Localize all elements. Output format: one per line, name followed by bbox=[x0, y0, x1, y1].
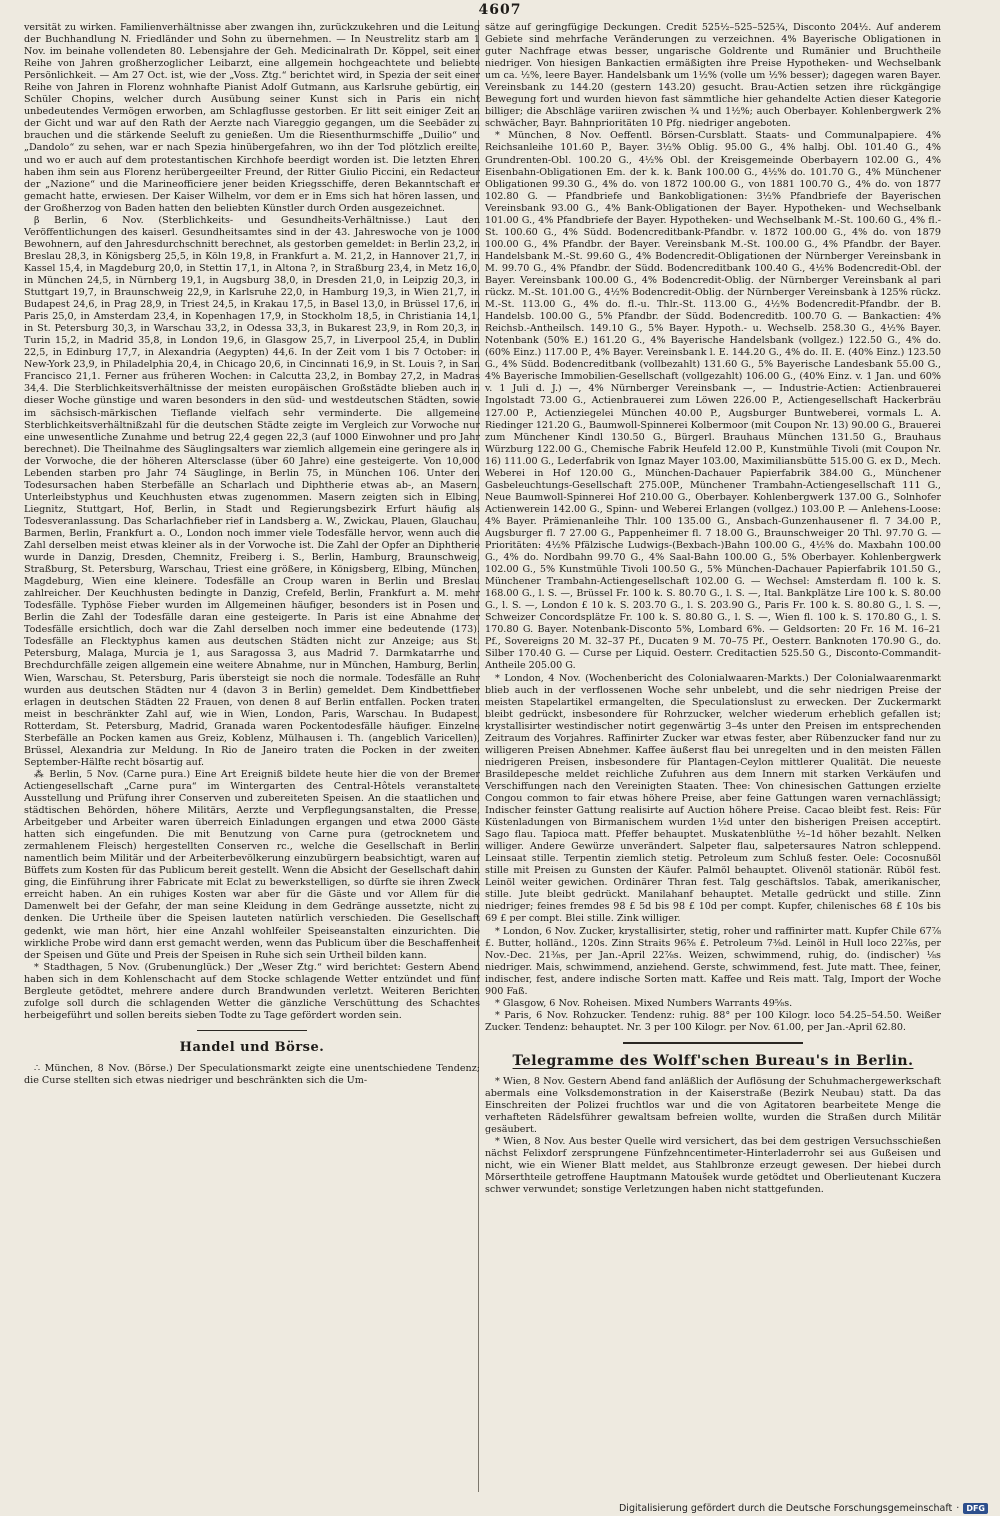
article-paragraph: * London, 6 Nov. Zucker, krystallisirter, stetig, roher und raffinirter matt. Kupfer Chile 67⅞ £. Butter, holländ., 120s. Zinn Straits 96⅝ £. Petroleum 7⅜d. Leinöl in Hull loco 22⅞s, per Nov.-Dec. 21⅜s, per Jan.-April 22⅞s. Weizen, schwimmend, ruhig, do. (indischer) ⅛s niedriger. Mais, schwimmend, anziehend. Gerste, schwimmend, fest. Jute matt. Thee, feiner, indischer, fest, andere indische Sorten matt. Kaffee und Reis matt. Talg, Import der Woche 900 Faß. bbox=[485, 925, 941, 997]
section-title: Telegramme des Wolff'schen Bureau's in Berlin. bbox=[512, 1052, 914, 1069]
article-paragraph: β Berlin, 6 Nov. (Sterblichkeits- und Gesundheits-Verhältnisse.) Laut den Veröffentlichungen des kaiserl. Gesundheitsamtes sind in der 43. Jahreswoche von je 1000 Bewohnern, auf den Jahresdurchschnitt berechnet, als gestorben gemeldet: in Berlin 23,2, in Breslau 28,3, in Königsberg 25,5, in Köln 19,8, in Frankfurt a. M. 21,2, in Hannover 21,7, in Kassel 15,4, in Magdeburg 20,0, in Stettin 17,1, in Altona ?, in Straßburg 23,4, in Metz 16,0, in München 24,5, in Nürnberg 19,1, in Augsburg 38,0, in Dresden 21,0, in Leipzig 20,3, in Stuttgart 19,7, in Braunschweig 22,9, in Karlsruhe 22,0, in Hamburg 19,3, in Wien 21,7, in Budapest 24,6, in Prag 28,9, in Triest 24,5, in Krakau 17,5, in Basel 13,0, in Brüssel 17,6, in Paris 25,0, in Amsterdam 23,4, in Kopenhagen 17,9, in Stockholm 18,5, in Christiania 14,1, in St. Petersburg 30,3, in Warschau 33,2, in Odessa 33,3, in Bukarest 23,9, in Rom 20,3, in Turin 15,2, in Madrid 35,8, in London 19,6, in Glasgow 25,7, in Liverpool 25,4, in Dublin 22,5, in Edinburg 17,7, in Alexandria (Aegypten) 44,6. In der Zeit vom 1 bis 7 October: in New-York 23,9, in Philadelphia 20,4, in Chicago 20,6, in Cincinnati 16,9, in St. Louis ?, in San Francisco 21,1. Ferner aus früheren Wochen: in Calcutta 23,2, in Bombay 27,2, in Madras 34,4. Die Sterblichkeitsverhältnisse der meisten europäischen Großstädte blieben auch in dieser Woche günstige und waren besonders in den süd- und westdeutschen Städten, sowie im sächsisch-märkischen Tieflande vielfach sehr verminderte. Die allgemeine Sterblichkeitsverhältnißzahl für die deutschen Städte zeigte im Vergleich zur Vorwoche nur eine unwesentliche Zunahme und betrug 22,4 gegen 22,3 (auf 1000 Einwohner und pro Jahr berechnet). Die Theilnahme des Säuglingsalters war ziemlich allgemein eine geringere als in der Vorwoche, die der höheren Altersclasse (über 60 Jahre) eine gesteigerte. Von 10,000 Lebenden starben pro Jahr 74 Säuglinge, in Berlin 75, in München 106. Unter den Todesursachen haben Sterbefälle an Scharlach und Diphtherie etwas ab-, an Masern, Unterleibstyphus und Keuchhusten etwas zugenommen. Masern zeigten sich in Elbing, Liegnitz, Stuttgart, Hof, Berlin, in Stadt und Regierungsbezirk Erfurt häufig als Todesveranlassung. Das Scharlachfieber rief in Landsberg a. W., Zwickau, Plauen, Glauchau, Barmen, Berlin, Frankfurt a. O., London noch immer viele Todesfälle hervor, wenn auch die Zahl derselben meist etwas kleiner als in der Vorwoche ist. Die Zahl der Opfer an Diphtherie wurde in Danzig, Dresden, Chemnitz, Freiberg i. S., Berlin, Hamburg, Braunschweig, Straßburg, St. Petersburg, Warschau, Triest eine größere, in Königsberg, Elbing, München, Magdeburg, Wien eine kleinere. Todesfälle an Croup waren in Berlin und Breslau zahlreicher. Der Keuchhusten bedingte in Danzig, Crefeld, Berlin, Frankfurt a. M. mehr Todesfälle. Typhöse Fieber wurden im Allgemeinen häufiger, besonders ist in Posen und Berlin die Zahl der Todesfälle daran eine gesteigerte. In Paris ist eine Abnahme der Todesfälle ersichtlich, doch war die Zahl derselben noch immer eine bedeutende (173). Todesfälle an Flecktyphus kamen aus deutschen Städten nicht zur Anzeige; aus St. Petersburg, Malaga, Murcia je 1, aus Saragossa 3, aus Madrid 7. Darmkatarrhe und Brechdurchfälle zeigen allgemein eine weitere Abnahme, nur in München, Hamburg, Berlin, Wien, Warschau, St. Petersburg, Paris übersteigt sie noch die normale. Todesfälle an Ruhr wurden aus deutschen Städten nur 4 (davon 3 in Berlin) gemeldet. Dem Kindbettfieber erlagen in deutschen Städten 22 Frauen, von denen 8 auf Berlin entfallen. Pocken traten meist in beschränkter Zahl auf, wie in Wien, London, Paris, Warschau. In Budapest, Rotterdam, St. Petersburg, Madrid, Granada waren Pockentodesfälle häufiger. Einzelne Sterbefälle an Pocken kamen aus Greiz, Koblenz, Mülhausen i. Th. (angeblich Varicellen), Brüssel, Alexandria zur Meldung. In Rio de Janeiro traten die Pocken in der zweiten September-Hälfte recht bösartig auf. bbox=[24, 214, 480, 768]
article-paragraph: * Glasgow, 6 Nov. Roheisen. Mixed Numbers Warrants 49⅝s. bbox=[495, 997, 793, 1009]
article-paragraph: * Paris, 6 Nov. Rohzucker. Tendenz: ruhig. 88° per 100 Kilogr. loco 54.25–54.50. Weißer Zucker. Tendenz: behauptet. Nr. 3 per 100 Kilogr. per Nov. 61.00, per Jan.-April 62.80. bbox=[485, 1009, 941, 1033]
right-column bbox=[485, 22, 941, 1492]
footer: Digitalisierung gefördert durch die Deutsche Forschungsgemeinschaft · DFG bbox=[619, 1503, 988, 1514]
page-number: 4607 bbox=[478, 2, 522, 18]
article-paragraph: * London, 4 Nov. (Wochenbericht des Colonialwaaren-Markts.) Der Colonialwaarenmarkt blieb auch in der verflossenen Woche sehr unbelebt, und die sehr niedrigen Preise der meisten Stapelartikel ermangelten, die Speculationslust zu erwecken. Der Zuckermarkt bleibt gedrückt, insbesondere für Rohrzucker, welcher wiederum erheblich gefallen ist; krystallisirter westindischer notirt gegenwärtig 3–4s unter den Preisen im entsprechenden Zeitraum des Vorjahres. Raffinirter Zucker war etwas fester, aber Rübenzucker fand nur zu willigeren Preisen Abnehmer. Kaffee äußerst flau bei unregelten und in den meisten Fällen niedrigeren Preisen, insbesondere für Plantagen-Ceylon mittlerer Qualität. Die neueste Brasildepesche meldet reichliche Zufuhren aus dem Innern mit starken Verkäufen und Verschiffungen nach den Vereinigten Staaten. Thee: Von chinesischen Gattungen erzielte Congou common to fair etwas höhere Preise, aber feine Gattungen waren vernachlässigt; Indischer feinster Gattung realisirte auf Auction höhere Preise. Cacao bleibt fest. Reis: Für Küstenladungen von Birmanischem wurden 1½d unter den bisherigen Preisen acceptirt. Sago flau. Tapioca matt. Pfeffer behauptet. Muskatenblüthe ½–1d höher bezahlt. Nelken williger. Andere Gewürze unverändert. Salpeter flau, salpetersaures Natron schleppend. Leinsaat stille. Terpentin ziemlich stetig. Petroleum zum Schluß fester. Oele: Cocosnußöl stille mit Preisen zu Gunsten der Käufer. Palmöl behauptet. Olivenöl stationär. Rüböl fest. Leinöl weiter gewichen. Ordinärer Thran fest. Talg geschäftslos. Tabak, amerikanischer, stille. Jute bleibt gedrückt. Manilahanf behauptet. Metalle gedrückt und stille. Zinn niedriger; feines fremdes 98 £ 5d bis 98 £ 10d per compt. Kupfer, chilenisches 68 £ 10s bis 69 £ per compt. Blei stille. Zink williger. bbox=[485, 672, 941, 925]
digitization-credit: Digitalisierung gefördert durch die Deutsche Forschungsgemeinschaft bbox=[618, 1503, 953, 1514]
article-paragraph: sätze auf geringfügige Deckungen. Credit 525½–525–525¾, Disconto 204½. Auf anderem Gebiete sind mehrfache Veränderungen zu verzeichnen. 4% Bayerische Obligationen in guter Nachfrage etwas besser, ungarische Goldrente und Rumänier und Bruchtheile niedriger. Von hiesigen Bankactien ermäßigten ihre Preise Hypotheken- und Wechselbank um ca. ½%, leere Bayer. Handelsbank um 1½% (volle um ½% besser); dagegen waren Bayer. Vereinsbank zu 144.20 (gestern 143.20) gesucht. Brau-Actien setzen ihre rückgängige Bewegung fort und wurden hievon fast sämmtliche hier gehandelte Actien dieser Kategorie billiger; die Abschläge variiren zwischen ¾ und 1½%; auch Oberbayer. Kohlenbergwerk 2% schwächer, Bayr. Bahnprioritäten 10 Pfg. niedriger angeboten. bbox=[485, 22, 941, 130]
article-paragraph: * München, 8 Nov. Oeffentl. Börsen-Cursblatt. Staats- und Communalpapiere. 4% Reichsanleihe 101.60 P., Bayer. 3½% Oblig. 95.00 G., 4% halbj. Obl. 101.40 G., 4% Grundrenten-Obl. 100.20 G., 4½% Obl. der Kreisgemeinde Oberbayern 102.00 G., 4% Eisenbahn-Obligationen Em. der k. k. Bank 100.00 G., 4½% do. 101.70 G., 4% Münchener Obligationen 99.30 G., 4% do. von 1872 100.00 G., von 1881 100.70 G., 4% do. von 1877 102.80 G. — Pfandbriefe und Bankobligationen: 3½% Pfandbriefe der Bayerischen Vereinsbank 93.00 G., 4% Bank-Obligationen der Bayer. Hypotheken- und Wechselbank 101.00 G., 4% Pfandbriefe der Bayer. Hypotheken- und Wechselbank M.-St. 100.60 G., 4% fl.-St. 100.60 G., 4% Südd. Bodencreditbank-Pfandbr. v. 1872 100.00 G., 4% do. von 1879 100.00 G., 4% Pfandbr. der Bayer. Vereinsbank M.-St. 100.00 G., 4% Pfandbr. der Bayer. Handelsbank M.-St. 99.60 G., 4% Bodencredit-Obligationen der Nürnberger Vereinsbank in M. 99.70 G., 4% Pfandbr. der Südd. Bodencreditbank 100.40 G., 4½% Bodencredit-Obl. der Bayer. Vereinsbank 100.00 G., 4% Bodencredit-Oblig. der Nürnberger Vereinsbank al pari rückz. M.-St. 101.00 G., 4½% Bodencredit-Oblig. der Nürnberger Vereinsbank à 125% rückz. M.-St. 113.00 G., 4% do. fl.-u. Thlr.-St. 113.00 G., 4½% Bodencredit-Pfandbr. der B. Handelsb. 100.00 G., 5% Pfandbr. der Südd. Bodencreditb. 100.70 G. — Bankactien: 4% Reichsb.-Antheilsch. 149.10 G., 5% Bayer. Hypoth.- u. Wechselb. 258.30 G., 4½% Bayer. Notenbank (50% E.) 161.20 G., 4% Bayerische Handelsbank (vollgez.) 122.50 G., 4% do. (60% Einz.) 117.00 P., 4% Bayer. Vereinsbank l. E. 144.20 G., 4% do. II. E. (40% Einz.) 123.50 G., 4% Südd. Bodencreditbank (vollbezahlt) 131.60 G., 5% Bayerische Landesbank 55.00 G., 4% Bayerische Immobilien-Gesellschaft (vollgezahlt) 106.00 G., (40% Einz. v. 1 Jan. und 60% v. 1 Juli d. J.) —, 4% Nürnberger Vereinsbank —, — Industrie-Actien: Actienbrauerei Ingolstadt 73.00 G., Actienbrauerei zum Löwen 226.00 P., Actiengesellschaft Hackerbräu 127.00 P., Actienziegelei München 40.00 P., Augsburger Buntweberei, vormals L. A. Riedinger 121.20 G., Baumwoll-Spinnerei Kolbermoor (mit Coupon Nr. 13) 90.00 G., Brauerei zum Münchener Kindl 130.50 G., Bürgerl. Brauhaus München 131.50 G., Brauhaus Würzburg 122.00 G., Chemische Fabrik Heufeld 12.00 P., Kunstmühle Tivoli (mit Coupon Nr. 16) 111.00 G., Lederfabrik von Ignaz Mayer 103.00, Maximiliansbütte 515.00 G. ex D., Mech. Weberei in Hof 120.00 G., München-Dachauer Papierfabrik 384.00 G., Münchener Gasbeleuchtungs-Gesellschaft 275.00P., Münchener Trambahn-Actiengesellschaft 111 G., Neue Baumwoll-Spinnerei Hof 210.00 G., Oberbayer. Kohlenbergwerk 137.00 G., Solnhofer Actienwerein 142.00 G., Spinn- und Weberei Erlangen (vollgez.) 103.00 P. — Anlehens-Loose: 4% Bayer. Prämienanleihe Thlr. 100 135.00 G., Ansbach-Gunzenhausener fl. 7 34.00 P., Augsburger fl. 7 27.00 G., Pappenheimer fl. 7 18.00 G., Braunschweiger 20 Thl. 97.70 G. — Prioritäten: 4½% Pfälzische Ludwigs-(Bexbach-)Bahn 100.00 G., 4½% do. Maxbahn 100.00 G., 4% do. Nordbahn 99.70 G., 4% Saal-Bahn 100.00 G., 5% Oberbayer. Kohlenbergwerk 102.00 G., 5% Kunstmühle Tivoli 100.50 G., 5% München-Dachauer Papierfabrik 101.50 G., Münchener Trambahn-Actiengesellschaft 102.00 G. — Wechsel: Amsterdam fl. 100 k. S. 168.00 G., l. S. —, Brüssel Fr. 100 k. S. 80.70 G., l. S. —, Ital. Bankplätze Lire 100 k. S. 80.00 G., l. S. —, London £ 10 k. S. 203.70 G., l. S. 203.90 G., Paris Fr. 100 k. S. 80.80 G., l. S. —, Schweizer Concordsplätze Fr. 100 k. S. 80.80 G., l. S. —, Wien fl. 100 k. S. 170.80 G., l. S. 170.80 G. Bayer. Notenbank-Disconto 5%, Lombard 6%. — Geldsorten: 20 Fr. 16 M. 16–21 Pf., Sovereigns 20 M. 32–37 Pf., Ducaten 9 M. 70–75 Pf., Oesterr. Banknoten 170.90 G., do. Silber 170.40 G. — Curse per Liquid. Oesterr. Creditactien 525.50 G., Disconto-Commandit-Antheile 205.00 G. bbox=[485, 130, 941, 672]
article-paragraph: * Wien, 8 Nov. Aus bester Quelle wird versichert, das bei dem gestrigen Versuchsschießen nächst Felixdorf zersprungene Fünfzehncentimeter-Hinterladerrohr sei aus Gußeisen und nicht, wie ein Wiener Blatt meldet, aus Stahlbronze erzeugt gewesen. Der hiebei durch Mörserthteile getroffene Hauptmann Matoušek wurde getödtet und Oberlieutenant Kuczera schwer verwundet; sonstige Verletzungen haben nicht stattgefunden. bbox=[485, 1136, 941, 1196]
article-paragraph: versität zu wirken. Familienverhältnisse aber zwangen ihn, zurückzukehren und die Leitung der Buchhandlung N. Friedländer und Sohn zu übernehmen. — In Neustrelitz starb am 1 Nov. im beinahe vollendeten 80. Lebensjahre der Geh. Medicinalrath Dr. Köppel, seit einer Reihe von Jahren großherzoglicher Leibarzt, eine allgemein hochgeachtete und beliebte Persönlichkeit. — Am 27 Oct. ist, wie der „Voss. Ztg.“ berichtet wird, in Spezia der seit einer Reihe von Jahren in Florenz wohnhafte Pianist Adolf Gutmann, aus Karlsruhe gebürtig, ein Schüler Chopins, welcher durch Ausübung seiner Kunst sich in Paris ein nicht unbedeutendes Vermögen erworben, am Schlagflusse gestorben. Er litt seit einiger Zeit an der Gicht und war auf den Rath der Aerzte nach Viareggio gegangen, um die Seebäder zu brauchen und die stärkende Seeluft zu genießen. Um die Riesenthurmschiffe „Duilio“ und „Dandolo“ zu sehen, war er nach Spezia hinübergefahren, wo ihn der Tod plötzlich ereilte, und wo er auch auf dem protestantischen Kirchhofe beerdigt worden ist. Die letzten Ehren haben ihm sein aus Florenz herübergeeilter Freund, der Ritter Giulio Piccini, ein Redacteur der „Nazione“ und die Marineofficiere jener beiden Kriegsschiffe, deren Bekanntschaft er gemacht hatte, erwiesen. Der Kaiser Wilhelm, vor dem er in Ems sich hat hören lassen, und der Großherzog von Baden hatten den beliebten Künstler durch Orden ausgezeichnet. bbox=[24, 22, 480, 214]
article-paragraph: * Stadthagen, 5 Nov. (Grubenunglück.) Der „Weser Ztg.“ wird berichtet: Gestern Abend haben sich in dem Kohlenschacht auf dem Stocke schlagende Wetter entzündet und fünf Bergleute getödtet, mehrere andere durch Brandwunden verletzt. Weiteren Berichten zufolge soll durch die schlagenden Wetter die gänzliche Verschüttung des Schachtes herbeigeführt und sollen bereits sieben Todte zu Tage gefördert worden sein. bbox=[24, 961, 480, 1021]
section-title: Handel und Börse. bbox=[179, 1039, 325, 1055]
article-paragraph: ⁂ Berlin, 5 Nov. (Carne pura.) Eine Art Ereigniß bildete heute hier die von der Bremer Actiengesellschaft „Carne pura“ im Wintergarten des Central-Hôtels veranstaltete Ausstellung und Prüfung ihrer Conserven und zubereiteten Speisen. An die staatlichen und städtischen Behörden, höhere Militärs, Aerzte und Verpflegungsanstalten, die Presse, Arbeitgeber und Arbeiter waren überreich Einladungen ergangen und etwa 2000 Gäste hatten sich eingefunden. Die mit Benutzung von Carne pura (getrocknetem und zermahlenem Fleisch) hergestellten Conserven rc., welche die Gesellschaft in Berlin namentlich beim Militär und der Arbeiterbevölkerung einzubürgern beabsichtigt, waren auf Büffets zum Kosten für das Publicum bereit gestellt. Wenn die Absicht der Gesellschaft dahin ging, die Einführung ihrer Fabricate mit Eclat zu bewerkstelligen, so dürfte sie ihren Zweck erreicht haben. An ein ruhiges Kosten war aber für die Gäste und vor Allem für die Damenwelt bei der Gefahr, der man seine Kleidung in dem Gedränge aussetzte, nicht zu denken. Die Urtheile über die Speisen lauteten natürlich verschieden. Die Gesellschaft gedenkt, wie man hört, hier eine Anzahl wohlfeiler Speiseanstalten einzurichten. Die wirkliche Probe wird dann erst gemacht werden, wenn das Publicum über die Beschaffenheit der Speisen und Güte und Preis der Speisen in Ruhe sich sein Urtheil bilden kann. bbox=[24, 768, 480, 961]
dfg-logo: DFG bbox=[963, 1503, 988, 1514]
section-divider bbox=[623, 1042, 803, 1044]
section-divider bbox=[197, 1030, 307, 1031]
article-paragraph: ∴ München, 8 Nov. (Börse.) Der Speculationsmarkt zeigte eine unentschiedene Tendenz; die Curse stellten sich etwas niedriger und beschränkten sich die Um- bbox=[24, 1062, 480, 1086]
left-column bbox=[24, 22, 480, 1492]
article-paragraph: * Wien, 8 Nov. Gestern Abend fand anläßlich der Auflösung der Schuhmachergewerkschaft abermals eine Volksdemonstration in der Kaiserstraße (Bezirk Neubau) statt. Da das Einschreiten der Polizei fruchtlos war und die von Agitatoren bearbeitete Menge die verhafteten Rädelsführer gewaltsam befreien wollte, wurden die Straßen durch Militär gesäubert. bbox=[485, 1075, 941, 1136]
